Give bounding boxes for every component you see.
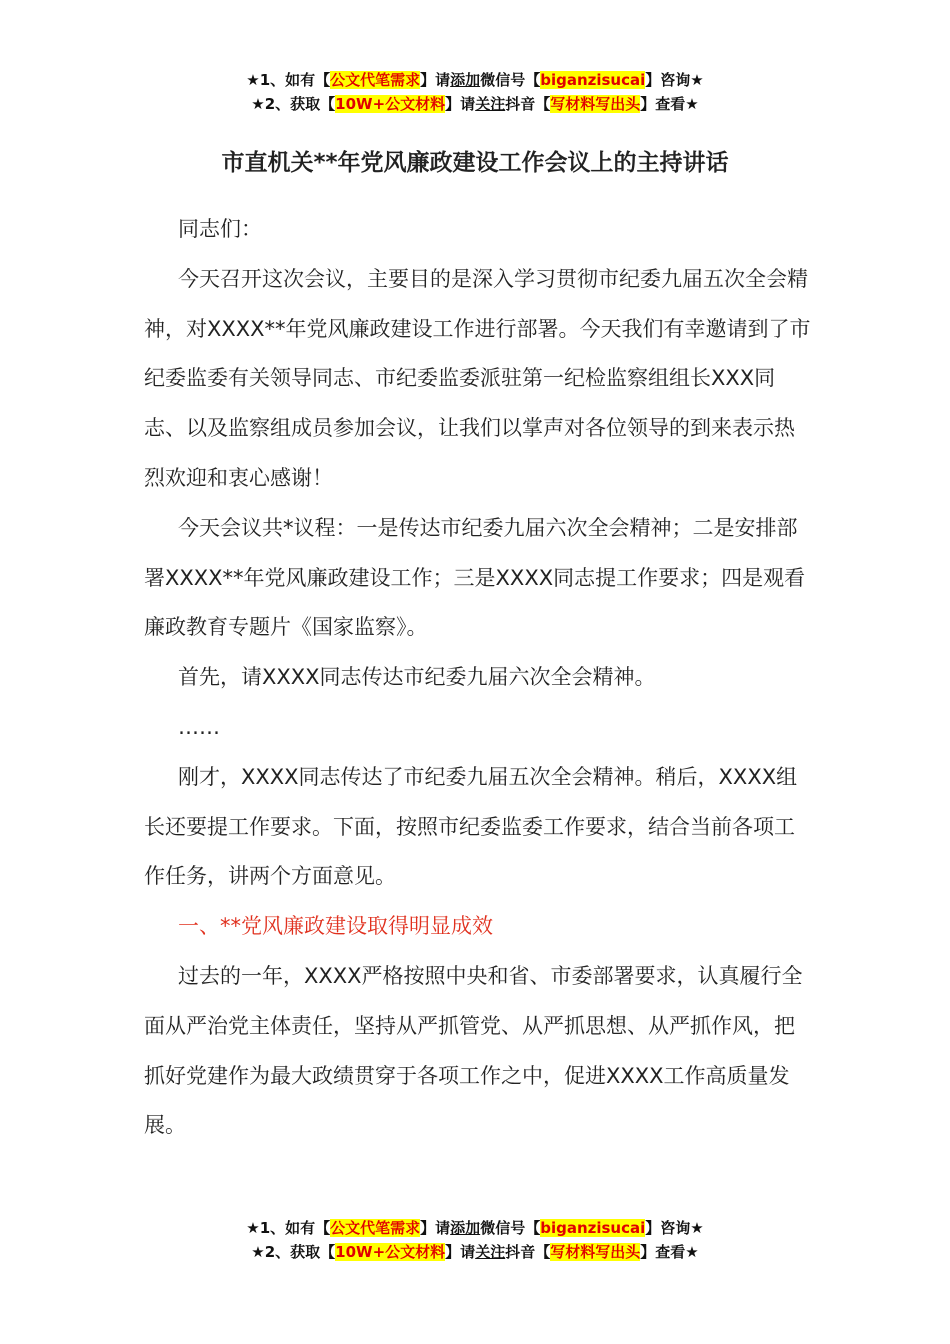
star-icon: ★ [685, 95, 699, 113]
banner-line-1: ★1、如有【公文代笔需求】请添加微信号【biganzisucai】咨询★ [246, 1219, 704, 1237]
bottom-banner [0, 1216, 950, 1264]
star-icon: ★ [690, 1219, 704, 1237]
highlight-douyin-account: 写材料写出头 [550, 95, 641, 113]
highlight-ghostwriting: 公文代笔需求 [330, 1219, 421, 1237]
paragraph: 刚才，XXXX同志传达了市纪委九届五次全会精神。稍后，XXXX组长还要提工作要求。下面，按照市纪委监委工作要求，结合当前各项工作任务，讲两个方面意见。 [144, 764, 798, 889]
paragraph-salutation: 同志们： [178, 217, 262, 241]
star-icon: ★ [246, 1219, 260, 1237]
top-banner [0, 68, 950, 116]
highlight-douyin-account: 写材料写出头 [550, 1243, 641, 1261]
document-title: 市直机关**年党风廉政建设工作会议上的主持讲话 [221, 150, 729, 176]
paragraph: 今天会议共*议程：一是传达市纪委九届六次全会精神；二是安排部署XXXX**年党风廉政建设工作；三是XXXX同志提工作要求；四是观看廉政教育专题片《国家监察》。 [144, 515, 806, 640]
section-heading: 一、**党风廉政建设取得明显成效 [178, 914, 493, 939]
star-icon: ★ [690, 71, 704, 89]
star-icon: ★ [251, 95, 265, 113]
highlight-ghostwriting: 公文代笔需求 [330, 71, 421, 89]
document-body [144, 205, 814, 1151]
star-icon: ★ [251, 1243, 265, 1261]
banner-line-2: ★2、获取【10W+公文材料】请关注抖音【写材料写出头】查看★ [251, 95, 699, 113]
paragraph: 过去的一年，XXXX严格按照中央和省、市委部署要求，认真履行全面从严治党主体责任，坚持从严抓管党、从严抓思想、从严抓作风，把抓好党建作为最大政绩贯穿于各项工作之中，促进XXXX工作高质量发展。 [144, 963, 803, 1138]
banner-line-1: ★1、如有【公文代笔需求】请添加微信号【biganzisucai】咨询★ [246, 71, 704, 89]
paragraph-ellipsis: …… [178, 714, 220, 739]
highlight-materials: 10W+公文材料 [335, 95, 446, 113]
paragraph: 今天召开这次会议，主要目的是深入学习贯彻市纪委九届五次全会精神，对XXXX**年党风廉政建设工作进行部署。今天我们有幸邀请到了市纪委监委有关领导同志、市纪委监委派驻第一纪检监察组组长XXX同志、以及监察组成员参加会议，让我们以掌声对各位领导的到来表示热烈欢迎和衷心感谢！ [144, 266, 811, 490]
paragraph: 首先，请XXXX同志传达市纪委九届六次全会精神。 [178, 665, 656, 690]
star-icon: ★ [246, 71, 260, 89]
highlight-materials: 10W+公文材料 [335, 1243, 446, 1261]
star-icon: ★ [685, 1243, 699, 1261]
highlight-wechat-id: biganzisucai [540, 71, 646, 89]
highlight-wechat-id: biganzisucai [540, 1219, 646, 1237]
banner-line-2: ★2、获取【10W+公文材料】请关注抖音【写材料写出头】查看★ [251, 1243, 699, 1261]
